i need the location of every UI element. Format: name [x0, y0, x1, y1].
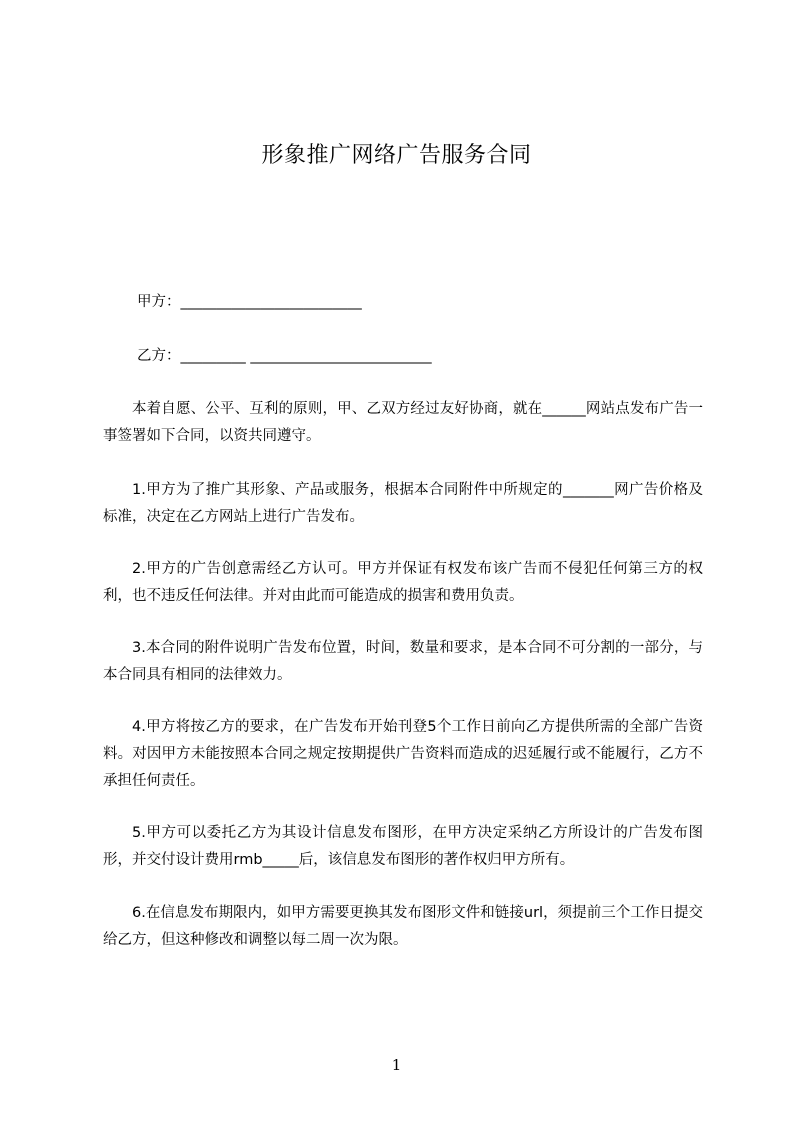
clause-6: 6.在信息发布期限内，如甲方需要更换其发布图形文件和链接url，须提前三个工作日提交给乙方，但这种修改和调整以每二周一次为限。 [103, 905, 703, 948]
clause-4: 4.甲方将按乙方的要求，在广告发布开始刊登5个工作日前向乙方提供所需的全部广告资料。对因甲方未能按照本合同之规定按期提供广告资料而造成的迟延履行或不能履行，乙方不承担任何责任。 [103, 719, 703, 789]
clause-3: 3.本合同的附件说明广告发布位置，时间，数量和要求，是本合同不可分割的一部分，与本合同具有相同的法律效力。 [103, 640, 703, 683]
party-b-line: 乙方：_________ _________________________ [137, 348, 432, 364]
party-a-line: 甲方：_________________________ [137, 294, 362, 310]
page-number: 1 [391, 1056, 402, 1074]
document-title: 形象推广网络广告服务合同 [261, 143, 532, 168]
clause-1: 1.甲方为了推广其形象、产品或服务，根据本合同附件中所规定的_______网广告价格及标准，决定在乙方网站上进行广告发布。 [103, 482, 703, 525]
intro-paragraph: 本着自愿、公平、互利的原则，甲、乙双方经过友好协商，就在______网站点发布广告一事签署如下合同，以资共同遵守。 [103, 401, 703, 444]
clause-5: 5.甲方可以委托乙方为其设计信息发布图形，在甲方决定采纳乙方所设计的广告发布图形，并交付设计费用rmb_____后，该信息发布图形的著作权归甲方所有。 [103, 825, 703, 868]
clause-2: 2.甲方的广告创意需经乙方认可。甲方并保证有权发布该广告而不侵犯任何第三方的权利，也不违反任何法律。并对由此而可能造成的损害和费用负责。 [103, 561, 703, 604]
